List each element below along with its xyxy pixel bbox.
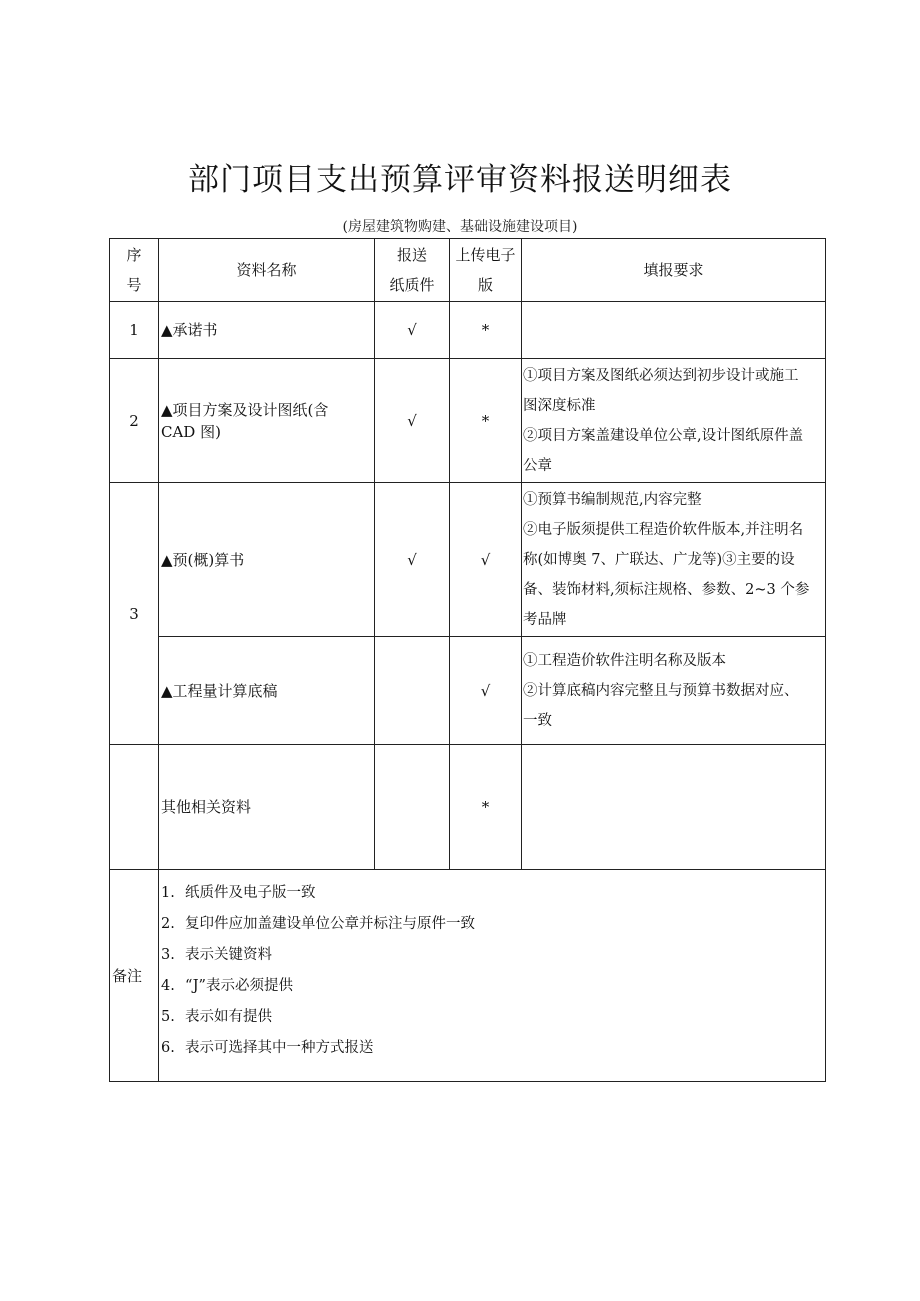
table-row (110, 745, 826, 870)
note-number: 4. (161, 978, 175, 994)
row-name (159, 359, 375, 483)
note-text: 复印件应加盖建设单位公章并标注与原件一致 (185, 916, 475, 932)
note-number: 2. (161, 916, 175, 932)
row-name-line2: CAD 图) (161, 422, 221, 441)
requirement-line: 图深度标准 (523, 397, 596, 414)
notes-row (110, 870, 826, 1082)
requirement-line: ②电子版须提供工程造价软件版本,并注明名 (523, 521, 804, 538)
requirement-line: 考品牌 (523, 611, 567, 628)
header-paper-line2: 纸质件 (389, 276, 435, 294)
row-seq: 3 (110, 483, 159, 745)
row-paper (375, 745, 450, 870)
header-seq-line1: 序 (126, 246, 142, 264)
header-electronic (450, 239, 522, 302)
table-row (110, 302, 826, 359)
row-paper: √ (375, 483, 450, 637)
header-seq (110, 239, 159, 302)
note-text: 表示如有提供 (185, 1009, 272, 1025)
note-text: 表示可选择其中一种方式报送 (185, 1040, 374, 1056)
page-title: 部门项目支出预算评审资料报送明细表 (188, 162, 732, 198)
row-requirements (522, 483, 826, 637)
row-requirements (522, 302, 826, 359)
header-row (110, 239, 826, 302)
note-item (161, 971, 825, 1002)
row-requirements (522, 637, 826, 745)
requirement-line: 备、装饰材料,须标注规格、参数、2~3 个参 (523, 581, 810, 598)
row-electronic: * (450, 302, 522, 359)
requirement-line: ①预算书编制规范,内容完整 (523, 491, 702, 508)
table-row (110, 637, 826, 745)
row-name: ▲预(概)算书 (159, 483, 375, 637)
row-requirements (522, 745, 826, 870)
note-text: 表示关键资料 (185, 947, 272, 963)
note-text: 纸质件及电子版一致 (185, 885, 316, 901)
row-name: ▲承诺书 (159, 302, 375, 359)
table-row (110, 483, 826, 637)
notes-label: 备注 (110, 870, 159, 1082)
row-paper (375, 637, 450, 745)
note-item (161, 940, 825, 971)
row-name: 其他相关资料 (159, 745, 375, 870)
header-requirements: 填报要求 (522, 239, 826, 302)
header-name: 资料名称 (159, 239, 375, 302)
note-number: 3. (161, 947, 175, 963)
header-elec-line1: 上传电子 (455, 246, 516, 264)
note-number: 1. (161, 885, 175, 901)
header-seq-line2: 号 (126, 276, 142, 294)
row-seq: 2 (110, 359, 159, 483)
header-paper (375, 239, 450, 302)
page-subtitle: (房屋建筑物购建、基础设施建设项目) (342, 219, 578, 235)
requirement-line: ②项目方案盖建设单位公章,设计图纸原件盖 (523, 427, 804, 444)
row-paper: √ (375, 302, 450, 359)
note-item (161, 1033, 825, 1064)
row-name: ▲工程量计算底稿 (159, 637, 375, 745)
header-paper-line1: 报送 (396, 246, 427, 264)
requirement-line: ②计算底稿内容完整且与预算书数据对应、 (523, 682, 799, 699)
row-electronic: * (450, 359, 522, 483)
note-item (161, 909, 825, 940)
note-item (161, 1002, 825, 1033)
note-number: 5. (161, 1009, 175, 1025)
table-row (110, 359, 826, 483)
notes-list (159, 870, 826, 1082)
row-seq: 1 (110, 302, 159, 359)
note-item (161, 878, 825, 909)
row-electronic: * (450, 745, 522, 870)
row-electronic: √ (450, 637, 522, 745)
header-elec-line2: 版 (477, 276, 493, 294)
requirement-line: 公章 (523, 457, 552, 474)
note-text: “J”表示必须提供 (185, 978, 293, 994)
requirement-line: ①项目方案及图纸必须达到初步设计或施工 (523, 367, 799, 384)
row-paper: √ (375, 359, 450, 483)
requirement-line: 称(如博奥 7、广联达、广龙等)③主要的设 (523, 551, 795, 568)
row-name-line1: ▲项目方案及设计图纸(含 (161, 400, 329, 419)
requirement-line: 一致 (523, 712, 552, 729)
requirement-line: ①工程造价软件注明名称及版本 (523, 652, 726, 669)
row-seq (110, 745, 159, 870)
row-electronic: √ (450, 483, 522, 637)
row-requirements (522, 359, 826, 483)
materials-table (109, 238, 826, 1082)
note-number: 6. (161, 1040, 175, 1056)
